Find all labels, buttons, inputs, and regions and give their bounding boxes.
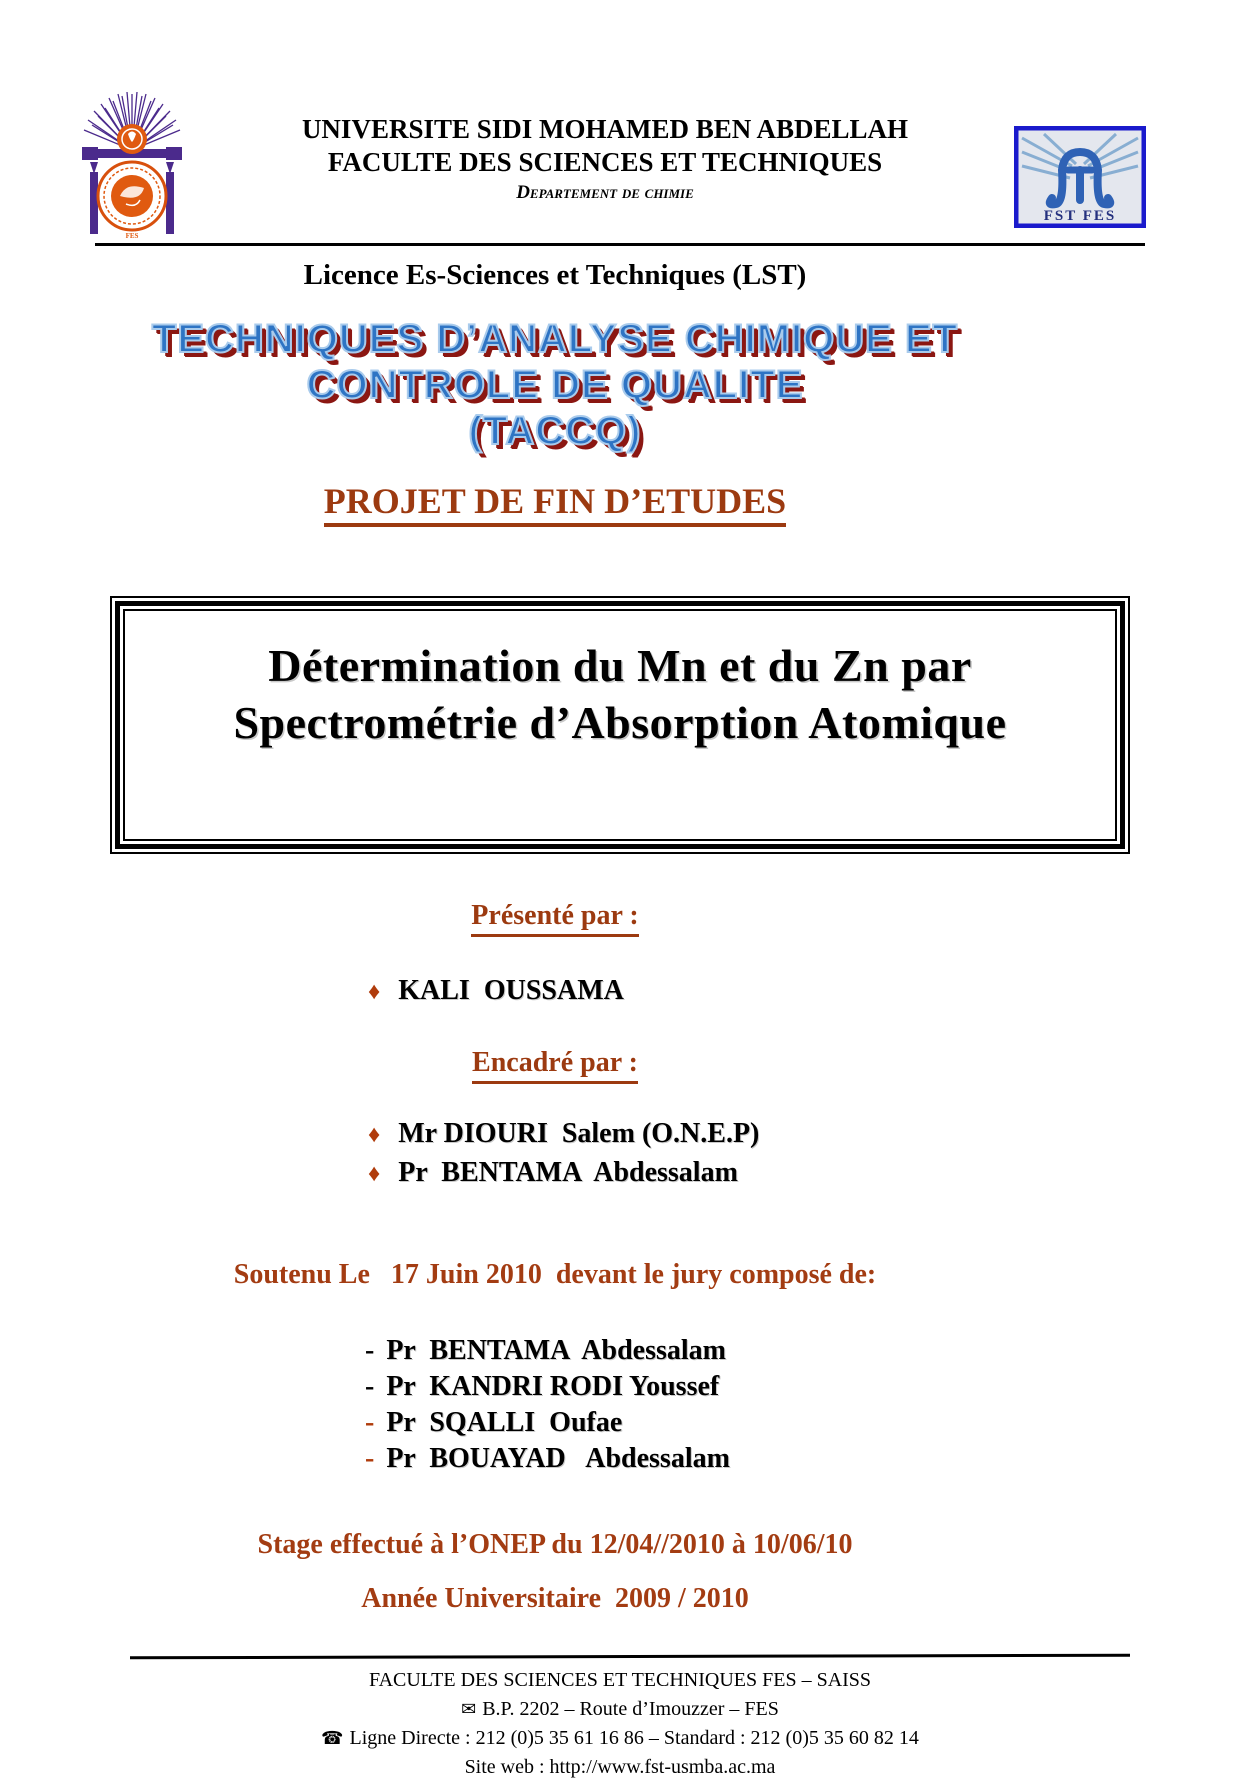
diamond-bullet-icon: ♦: [368, 1161, 381, 1187]
supervisors-list: [368, 1115, 1240, 1193]
jury-member-name: Pr KANDRI RODI Youssef: [386, 1371, 720, 1402]
dash-bullet: -: [365, 1335, 375, 1366]
dash-bullet: -: [365, 1443, 375, 1474]
page-header: [0, 0, 1240, 245]
footer-website-line: Site web : http://www.fst-usmba.ac.ma: [464, 1756, 776, 1778]
mail-icon: ✉: [461, 1699, 477, 1720]
footer-faculty-line: FACULTE DES SCIENCES ET TECHNIQUES FES – SAISS: [368, 1669, 872, 1691]
wordart-line-2: CONTROLE DE QUALITE: [306, 363, 804, 407]
wordart-line-1: TECHNIQUES D’ANALYSE CHIMIQUE ET: [151, 317, 959, 361]
phone-icon: ☎: [321, 1728, 344, 1749]
list-item: [368, 972, 1240, 1011]
footer-address-line: ✉ B.P. 2202 – Route d’Imouzzer – FES: [461, 1698, 779, 1720]
footer-phone-line: ☎ Ligne Directe : 212 (0)5 35 61 16 86 – Standard : 212 (0)5 35 60 82 14: [321, 1727, 919, 1749]
list-item: [368, 1115, 1240, 1154]
presented-by-heading: Présenté par :: [0, 900, 1110, 932]
footer-divider: [130, 1654, 1130, 1660]
usmba-logo-caption: FES: [125, 232, 139, 240]
list-item: [368, 1154, 1240, 1193]
title-box-mid-border: [115, 601, 1125, 849]
top-medallion: [117, 124, 147, 154]
institution-block: [300, 113, 940, 204]
program-wordart: [0, 316, 1110, 454]
main-medallion: [98, 162, 166, 230]
student-name: KALI OUSSAMA: [398, 975, 624, 1006]
jury-member-name: Pr BENTAMA Abdessalam: [386, 1335, 726, 1366]
defense-heading: Soutenu Le 17 Juin 2010 devant le jury composé de:: [233, 1259, 877, 1290]
usmba-logo: [72, 92, 192, 240]
table-row: [365, 1441, 1240, 1477]
department-name: Departement de chimie: [516, 182, 694, 203]
table-row: [365, 1333, 1240, 1369]
supervised-by-heading: Encadré par :: [0, 1047, 1110, 1079]
project-type-text: PROJET DE FIN D’ETUDES: [324, 481, 786, 527]
thesis-title-line-2: Spectrométrie d’Absorption Atomique: [233, 697, 1007, 748]
page-footer: [0, 1666, 1240, 1782]
project-type-heading: [0, 480, 1110, 522]
fst-fes-logo: [1014, 126, 1146, 228]
dash-bullet: -: [365, 1371, 375, 1402]
university-name: UNIVERSITE SIDI MOHAMED BEN ABDELLAH: [301, 114, 909, 144]
diamond-bullet-icon: ♦: [368, 979, 381, 1005]
title-box-inner-border: [123, 609, 1117, 841]
supervisor-name: Mr DIOURI Salem (O.N.E.P): [398, 1118, 760, 1149]
thesis-title-line-1: Détermination du Mn et du Zn par: [268, 640, 972, 691]
academic-year-line: Année Universitaire 2009 / 2010: [361, 1583, 749, 1614]
fst-fes-logo-label: FST FES: [1043, 208, 1117, 224]
header-divider: [95, 243, 1145, 246]
table-row: [365, 1405, 1240, 1441]
internship-line: Stage effectué à l’ONEP du 12/04//2010 à 10/06/10: [257, 1529, 853, 1560]
presented-by-list: [368, 972, 1240, 1011]
supervisor-name: Pr BENTAMA Abdessalam: [398, 1157, 738, 1188]
dash-bullet: -: [365, 1407, 375, 1438]
faculty-name: FACULTE DES SCIENCES ET TECHNIQUES: [327, 147, 883, 177]
title-box: [110, 596, 1130, 854]
jury-member-name: Pr BOUAYAD Abdessalam: [386, 1443, 730, 1474]
table-row: [365, 1369, 1240, 1405]
wordart-line-3: (TACCQ): [468, 409, 642, 453]
diamond-bullet-icon: ♦: [368, 1122, 381, 1148]
jury-member-name: Pr SQALLI Oufae: [386, 1407, 623, 1438]
jury-list: [365, 1333, 1240, 1477]
licence-title: Licence Es-Sciences et Techniques (LST): [303, 259, 807, 291]
